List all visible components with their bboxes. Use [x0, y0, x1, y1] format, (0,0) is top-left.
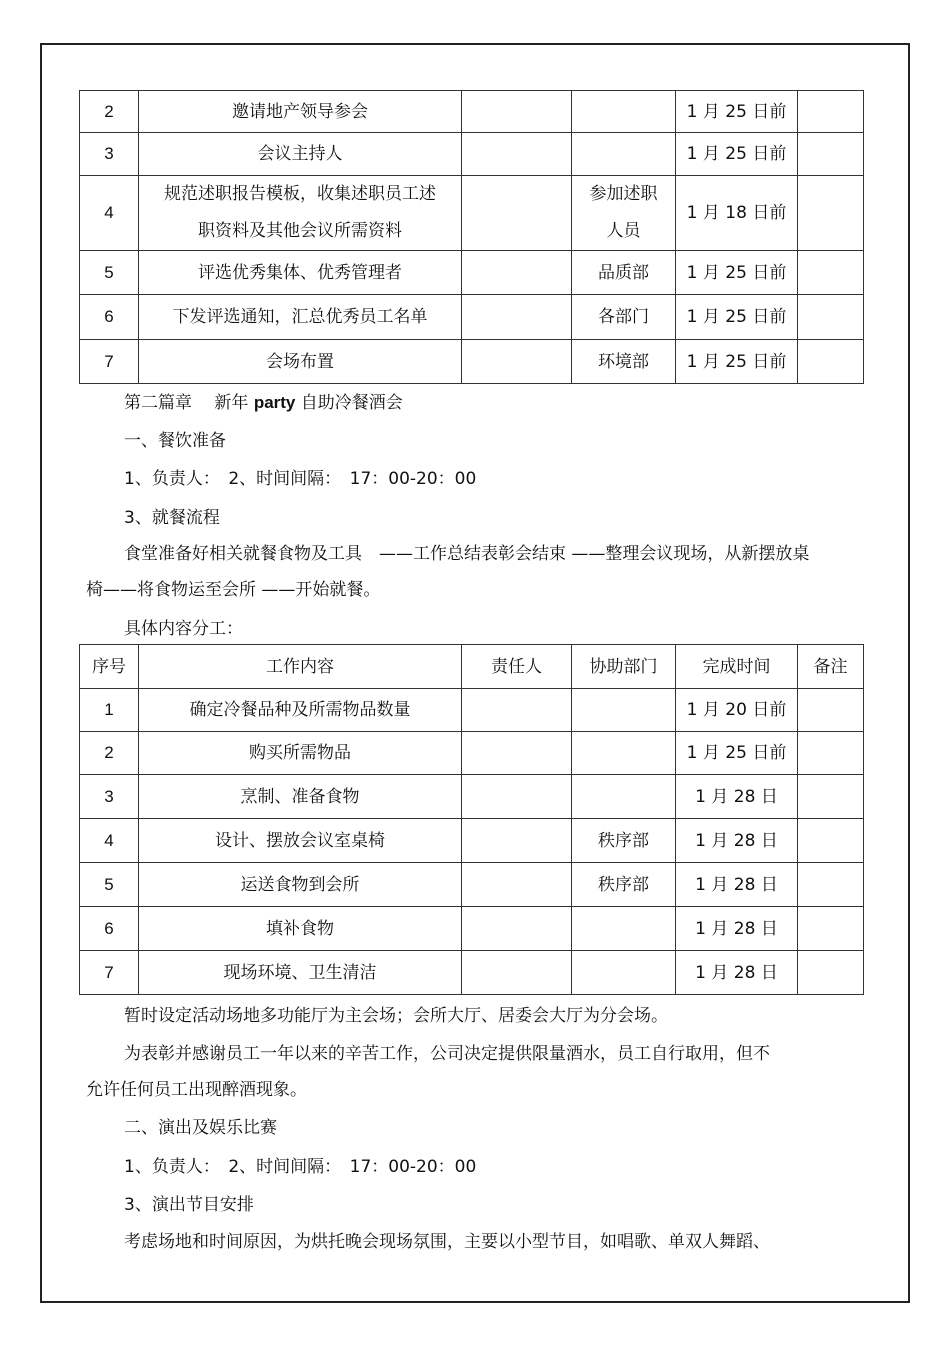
- time-cell: 1 月 25 日前: [676, 251, 798, 295]
- work-content: 会场布置: [139, 340, 462, 384]
- owner-cell: [462, 91, 572, 133]
- note-cell: [798, 775, 864, 819]
- time-cell: 1 月 25 日前: [676, 133, 798, 176]
- work-content: 会议主持人: [139, 133, 462, 176]
- dept-cell: [572, 689, 676, 732]
- row-number: 2: [80, 91, 139, 133]
- dept-cell: [572, 907, 676, 951]
- chapter-heading: [124, 388, 403, 413]
- table-row: [80, 732, 864, 775]
- owner-cell: [462, 819, 572, 863]
- dining-flow-text: 椅——将食物运至会所 ——开始就餐。: [86, 580, 381, 600]
- dept-cell: 秩序部: [572, 819, 676, 863]
- work-content: 邀请地产领导参会: [139, 91, 462, 133]
- table-row: [80, 689, 864, 732]
- work-content: 下发评选通知，汇总优秀员工名单: [139, 295, 462, 340]
- row-number: 3: [80, 133, 139, 176]
- owner-cell: [462, 176, 572, 251]
- header-note: 备注: [798, 645, 864, 689]
- work-content-line: 职资料及其他会议所需资料: [198, 221, 402, 241]
- note-cell: [798, 951, 864, 995]
- note-cell: [798, 176, 864, 251]
- row-number: 5: [80, 251, 139, 295]
- note-cell: [798, 863, 864, 907]
- owner-cell: [462, 251, 572, 295]
- division-label: 具体内容分工：: [124, 619, 243, 639]
- owner-cell: [462, 133, 572, 176]
- time-cell: 1 月 25 日前: [676, 295, 798, 340]
- table-row: [80, 176, 864, 251]
- time-cell: 1 月 25 日前: [676, 91, 798, 133]
- dept-cell: [572, 176, 676, 251]
- chapter-heading-prefix: 第二篇章 新年: [124, 393, 254, 413]
- note-cell: [798, 295, 864, 340]
- table-row: [80, 295, 864, 340]
- table-row: [80, 251, 864, 295]
- row-number: 1: [80, 689, 139, 732]
- header-number: 序号: [80, 645, 139, 689]
- task-table-1: [79, 90, 864, 384]
- time-cell: 1 月 28 日: [676, 819, 798, 863]
- work-content: [139, 176, 462, 251]
- dining-flow-text: 食堂准备好相关就餐食物及工具 ——工作总结表彰会结束 ——整理会议现场，从新摆放桌: [124, 544, 810, 564]
- time-cell: 1 月 25 日前: [676, 732, 798, 775]
- dept-cell: 各部门: [572, 295, 676, 340]
- table-row: [80, 133, 864, 176]
- row-number: 7: [80, 340, 139, 384]
- work-content: 确定冷餐品种及所需物品数量: [139, 689, 462, 732]
- owner-cell: [462, 951, 572, 995]
- time-cell: 1 月 18 日前: [676, 176, 798, 251]
- table-row: [80, 91, 864, 133]
- header-content: 工作内容: [139, 645, 462, 689]
- owner-cell: [462, 775, 572, 819]
- row-number: 7: [80, 951, 139, 995]
- time-cell: 1 月 28 日: [676, 907, 798, 951]
- note-cell: [798, 251, 864, 295]
- table-row: [80, 951, 864, 995]
- table-row: [80, 340, 864, 384]
- subheading-performance: 二、演出及娱乐比赛: [124, 1118, 277, 1138]
- work-content: 设计、摆放会议室桌椅: [139, 819, 462, 863]
- venue-text: 暂时设定活动场地多功能厅为主会场；会所大厅、居委会大厅为分会场。: [124, 1006, 668, 1026]
- chapter-heading-suffix: 自助冷餐酒会: [295, 393, 403, 413]
- wine-text: 允许任何员工出现醉酒现象。: [86, 1080, 307, 1100]
- time-cell: 1 月 28 日: [676, 951, 798, 995]
- row-number: 6: [80, 295, 139, 340]
- dept-line: 参加述职: [589, 184, 658, 204]
- work-content: 填补食物: [139, 907, 462, 951]
- row-number: 5: [80, 863, 139, 907]
- note-cell: [798, 907, 864, 951]
- dept-cell: [572, 951, 676, 995]
- table-row: [80, 863, 864, 907]
- table-header-row: [80, 645, 864, 689]
- row-number: 4: [80, 819, 139, 863]
- work-content: 烹制、准备食物: [139, 775, 462, 819]
- owner-cell: [462, 907, 572, 951]
- table-row: [80, 819, 864, 863]
- time-cell: 1 月 25 日前: [676, 340, 798, 384]
- note-cell: [798, 91, 864, 133]
- dept-cell: [572, 732, 676, 775]
- dept-line: 人员: [606, 221, 641, 241]
- note-cell: [798, 689, 864, 732]
- wine-text: 为表彰并感谢员工一年以来的辛苦工作，公司决定提供限量酒水，员工自行取用，但不: [124, 1044, 770, 1064]
- task-table-2: [79, 644, 864, 995]
- work-content: 购买所需物品: [139, 732, 462, 775]
- table-row: [80, 907, 864, 951]
- row-number: 2: [80, 732, 139, 775]
- note-cell: [798, 340, 864, 384]
- dept-cell: 秩序部: [572, 863, 676, 907]
- owner-cell: [462, 340, 572, 384]
- program-title: 3、演出节目安排: [124, 1195, 254, 1215]
- dept-cell: [572, 775, 676, 819]
- chapter-heading-party: party: [253, 393, 296, 412]
- subheading-catering: 一、餐饮准备: [124, 431, 226, 451]
- responsible-time-line: 1、负责人： 2、时间间隔： 17：00-20：00: [124, 469, 477, 489]
- time-cell: 1 月 20 日前: [676, 689, 798, 732]
- dept-cell: 环境部: [572, 340, 676, 384]
- owner-cell: [462, 732, 572, 775]
- dining-flow-title: 3、就餐流程: [124, 508, 220, 528]
- dept-cell: [572, 133, 676, 176]
- work-content-line: 规范述职报告模板，收集述职员工述: [164, 184, 436, 204]
- responsible-time-line: 1、负责人： 2、时间间隔： 17：00-20：00: [124, 1157, 477, 1177]
- row-number: 3: [80, 775, 139, 819]
- note-cell: [798, 732, 864, 775]
- dept-cell: [572, 91, 676, 133]
- header-time: 完成时间: [676, 645, 798, 689]
- header-owner: 责任人: [462, 645, 572, 689]
- work-content: 评选优秀集体、优秀管理者: [139, 251, 462, 295]
- program-text: 考虑场地和时间原因，为烘托晚会现场氛围，主要以小型节目，如唱歌、单双人舞蹈、: [124, 1232, 770, 1252]
- note-cell: [798, 133, 864, 176]
- header-dept: 协助部门: [572, 645, 676, 689]
- row-number: 6: [80, 907, 139, 951]
- row-number: 4: [80, 176, 139, 251]
- owner-cell: [462, 863, 572, 907]
- owner-cell: [462, 295, 572, 340]
- note-cell: [798, 819, 864, 863]
- owner-cell: [462, 689, 572, 732]
- work-content: 现场环境、卫生清洁: [139, 951, 462, 995]
- table-row: [80, 775, 864, 819]
- work-content: 运送食物到会所: [139, 863, 462, 907]
- time-cell: 1 月 28 日: [676, 775, 798, 819]
- time-cell: 1 月 28 日: [676, 863, 798, 907]
- dept-cell: 品质部: [572, 251, 676, 295]
